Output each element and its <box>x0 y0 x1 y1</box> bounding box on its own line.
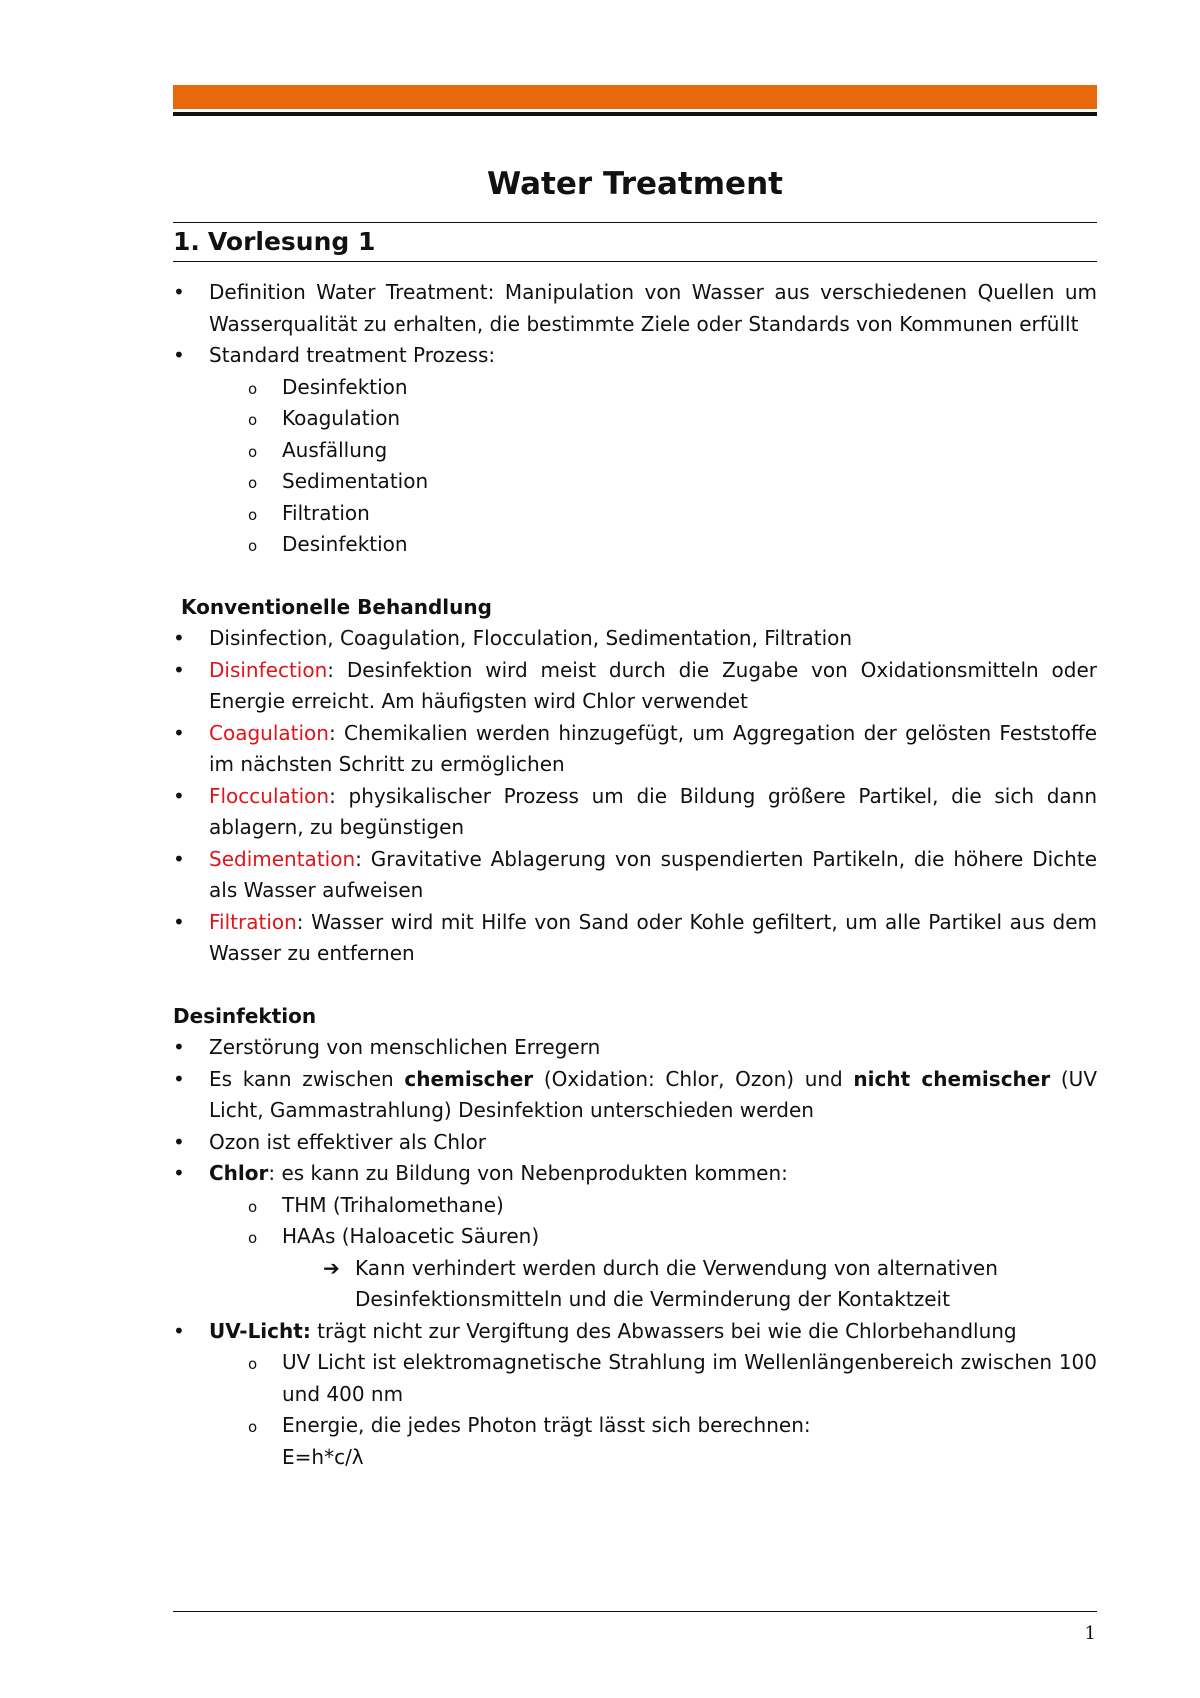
list-item <box>173 718 1097 781</box>
konventionelle-heading: Konventionelle Behandlung <box>181 594 492 619</box>
process-step: o Sedimentation <box>173 466 1097 498</box>
standard-process-label: Standard treatment Prozess: <box>209 343 496 367</box>
list-item <box>173 907 1097 970</box>
byproduct-item: o THM (Trihalomethane) <box>173 1190 1097 1222</box>
header-rule <box>173 112 1097 116</box>
section-title: Vorlesung 1 <box>207 227 376 256</box>
byproduct-item: o HAAs (Haloacetic Säuren) <box>173 1221 1097 1253</box>
uv-sub-item: o UV Licht ist elektromagnetische Strahlung im Wellenlängenbereich zwischen 100 und 400 nm <box>173 1347 1097 1410</box>
item-text: Ozon ist effektiver als Chlor <box>209 1129 487 1154</box>
list-item <box>173 1158 1097 1190</box>
list-item <box>173 340 1097 372</box>
bold-term: UV-Licht: <box>209 1318 311 1343</box>
bold-term: nicht chemischer <box>853 1066 1051 1091</box>
formula: E=h*c/λ <box>282 1444 364 1469</box>
list-item <box>173 1032 1097 1064</box>
term-coagulation: Coagulation <box>209 720 329 745</box>
process-step: o Desinfektion <box>173 372 1097 404</box>
process-step: o Filtration <box>173 498 1097 530</box>
item-text: : es kann zu Bildung von Nebenprodukten kommen: <box>268 1161 788 1185</box>
term-filtration: Filtration <box>209 909 297 934</box>
item-text: (UV Licht, Gammastrahlung) Desinfektion unterschieden werden <box>209 1066 1098 1122</box>
item-text: (Oxidation: Chlor, Ozon) und <box>533 1066 854 1091</box>
spacer <box>173 970 1097 1001</box>
list-item <box>173 1064 1097 1127</box>
document-body <box>173 277 1097 1473</box>
process-step: o Koagulation <box>173 403 1097 435</box>
list-item <box>173 781 1097 844</box>
arrow-note <box>173 1253 1097 1316</box>
term-disinfection: Disinfection <box>209 657 328 682</box>
list-item <box>173 1316 1097 1348</box>
list-item <box>173 277 1097 340</box>
term-description: : physikalischer Prozess um die Bildung größere Partikel, die sich dann ablagern, zu begünstigen <box>209 783 1097 839</box>
spacer <box>173 561 1097 592</box>
item-text: Es kann zwischen <box>209 1066 405 1091</box>
arrow-note-text: Kann verhindert werden durch die Verwendung von alternativen Desinfektionsmitteln und die Verminderung der Kontaktzeit <box>355 1255 998 1311</box>
konventionelle-list <box>173 623 1097 970</box>
footer-rule <box>173 1611 1097 1612</box>
section-heading <box>173 222 1097 262</box>
section-number: 1. <box>173 227 200 256</box>
intro-list <box>173 277 1097 561</box>
page-number: 1 <box>1084 1623 1096 1644</box>
desinfektion-list <box>173 1032 1097 1473</box>
term-description: : Desinfektion wird meist durch die Zugabe von Oxidationsmitteln oder Energie erreicht. Am häufigsten wird Chlor verwendet <box>209 657 1097 713</box>
term-description: : Chemikalien werden hinzugefügt, um Aggregation der gelösten Feststoffe im nächsten Schritt zu ermöglichen <box>209 720 1097 776</box>
item-text: Zerstörung von menschlichen Erregern <box>209 1035 601 1059</box>
arrow-right-icon: ➔ <box>323 1255 340 1280</box>
document-title: Water Treatment <box>487 166 783 202</box>
term-description: : Wasser wird mit Hilfe von Sand oder Kohle gefiltert, um alle Partikel aus dem Wasser zu entfernen <box>209 909 1097 965</box>
desinfektion-heading: Desinfektion <box>173 1003 317 1028</box>
process-step: o Ausfällung <box>173 435 1097 467</box>
list-item <box>173 844 1097 907</box>
process-step: o Desinfektion <box>173 529 1097 561</box>
uv-sub-item <box>173 1410 1097 1473</box>
term-description: : Gravitative Ablagerung von suspendierten Partikeln, die höhere Dichte als Wasser aufweisen <box>209 846 1097 902</box>
definition-text: Definition Water Treatment: Manipulation von Wasser aus verschiedenen Quellen um Wasserqualität zu erhalten, die bestimmte Ziele oder Standards von Kommunen erfüllt <box>209 280 1097 336</box>
list-item <box>173 655 1097 718</box>
overview-text: Disinfection, Coagulation, Flocculation, Sedimentation, Filtration <box>209 626 853 650</box>
item-text: Energie, die jedes Photon trägt lässt sich berechnen: <box>282 1413 811 1437</box>
term-sedimentation: Sedimentation <box>209 846 356 871</box>
item-text: trägt nicht zur Vergiftung des Abwassers bei wie die Chlorbehandlung <box>310 1318 1017 1343</box>
bold-term: Chlor <box>209 1161 269 1185</box>
term-flocculation: Flocculation <box>209 783 330 808</box>
header-accent-bar <box>173 85 1097 109</box>
bold-term: chemischer <box>404 1066 534 1091</box>
list-item <box>173 1127 1097 1159</box>
list-item <box>173 623 1097 655</box>
